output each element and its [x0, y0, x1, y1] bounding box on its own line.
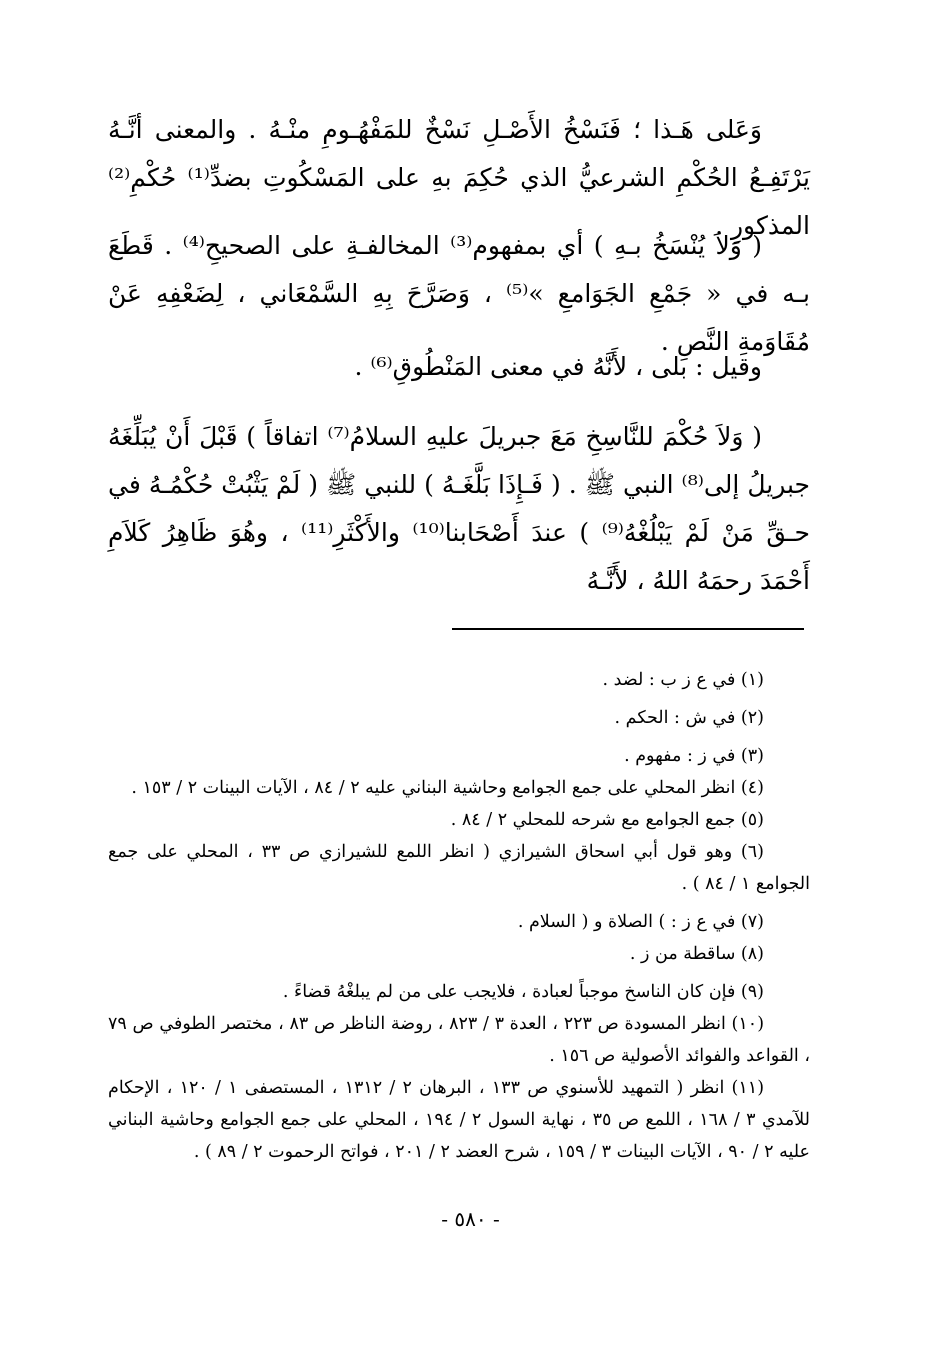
footnote-1: (١) في ع ز ب : لضد .	[602, 670, 764, 690]
footnote-divider	[452, 628, 804, 630]
footnote-10: (١٠) انظر المسودة ص ٢٢٣ ، العدة ٣ / ٨٢٣ ، روضة الناظر ص ٨٣ ، مختصر الطوفي ص ٧٩ ، القواعد والفوائد الأصولية ص ١٥٦ .	[108, 1014, 810, 1066]
footnote-5: (٥) جمع الجوامع مع شرحه للمحلي ٢ / ٨٤ .	[450, 810, 764, 830]
body-paragraph-4	[108, 413, 810, 605]
footnote-11: (١١) انظر ( التمهيد للأسنوي ص ١٣٣ ، البرهان ٢ / ١٣١٢ ، المستصفى ١ / ١٢٠ ، الإحكام للآمدي ٣ / ١٦٨ ، اللمع ص ٣٥ ، نهاية السول ٢ / ١٩٤ ، المحلي على جمع الجوامع وحاشية البناني عليه ٢ / ٩٠ ، الآيات البينات ٣ / ١٥٩ ، شرح العضد ٢ / ٢٠١ ، فواتح الرحموت ٢ / ٨٩ ) .	[108, 1078, 810, 1162]
footnote-6: (٦) وهو قول أبي اسحاق الشيرازي ( انظر اللمع للشيرازي ص ٣٣ ، المحلي على جمع الجوامع ١ / ٨٤ ) .	[108, 842, 810, 894]
footnote-3: (٣) في ز : مفهوم .	[624, 746, 764, 766]
body-paragraph: وَعَلى هَـذا ؛ فَنَسْخُ الأَصْـلِ نَسْخٌ للمَفْهُـومِ منْـهُ . والمعنى أنَّـهُ يَرْتَفِـعُ الحُكْمِ الشرعيُّ الذي حُكِمَ بهِ على المَسْكُوتِ بضدِّ⁽¹⁾ حُكْمِ⁽²⁾ المذكورِ .	[108, 115, 810, 240]
footnote-2: (٢) في ش : الحكم .	[614, 708, 764, 728]
footnotes	[108, 664, 810, 1168]
body-paragraph: وقيل : بلى ، لأَنَّهُ في معنى المَنْطُوقِ⁽⁶⁾ .	[354, 352, 762, 381]
footnote-4: (٤) انظر المحلي على جمع الجوامع وحاشية البناني عليه ٢ / ٨٤ ، الآيات البينات ٢ / ١٥٣ .	[131, 778, 764, 798]
footnote-7: (٧) في ع ز : ) الصلاة و ( السلام .	[517, 912, 764, 932]
body-paragraph: ( وَلاَ يُنْسَخُ بـهِ ) أي بمفهوم⁽³⁾ المخالفـةِ على الصحيحِ⁽⁴⁾ . قَطَعَ بـه في « جَمْعِ الجَوَامعِ »⁽⁵⁾ ، وَصَرَّحَ بِهِ السَّمْعَاني ، لِضَعْفِهِ عَنْ مُقَاوَمةِ النَّصِ .	[108, 231, 810, 356]
body-paragraph-3	[108, 343, 810, 391]
footnote-8: (٨) ساقطة من ز .	[629, 944, 764, 964]
footnote-9: (٩) فإن كان الناسخ موجباً لعبادة ، فلايجب على من لم يبلغْهُ قضاءً .	[282, 982, 764, 1002]
page-number: - ٥٨٠ -	[441, 1207, 500, 1231]
body-paragraph: ( وَلاَ حُكْمَ للنَّاسِخِ مَعَ جبريلَ عليهِ السلامُ⁽⁷⁾ اتفاقاً ) قَبْلَ أَنْ يُبَلِّغَهُ جبريلُ إلى⁽⁸⁾ النبي ﷺ . ( فَـإِذَا بَلَّغَـهُ ) للنبي ﷺ ( لَمْ يَثْبُتْ حُكْمُـهُ في حـقِّ مَنْ لَمْ يَبْلُغْهُ⁽⁹⁾ ) عندَ أَصْحَابنا⁽¹⁰⁾ والأَكْثَرِ⁽¹¹⁾ ، وهُوَ ظَاهِرُ كَلاَمِ أَحْمَدَ رحمَهُ اللهُ ، لأَنَّـهُ	[108, 422, 810, 595]
